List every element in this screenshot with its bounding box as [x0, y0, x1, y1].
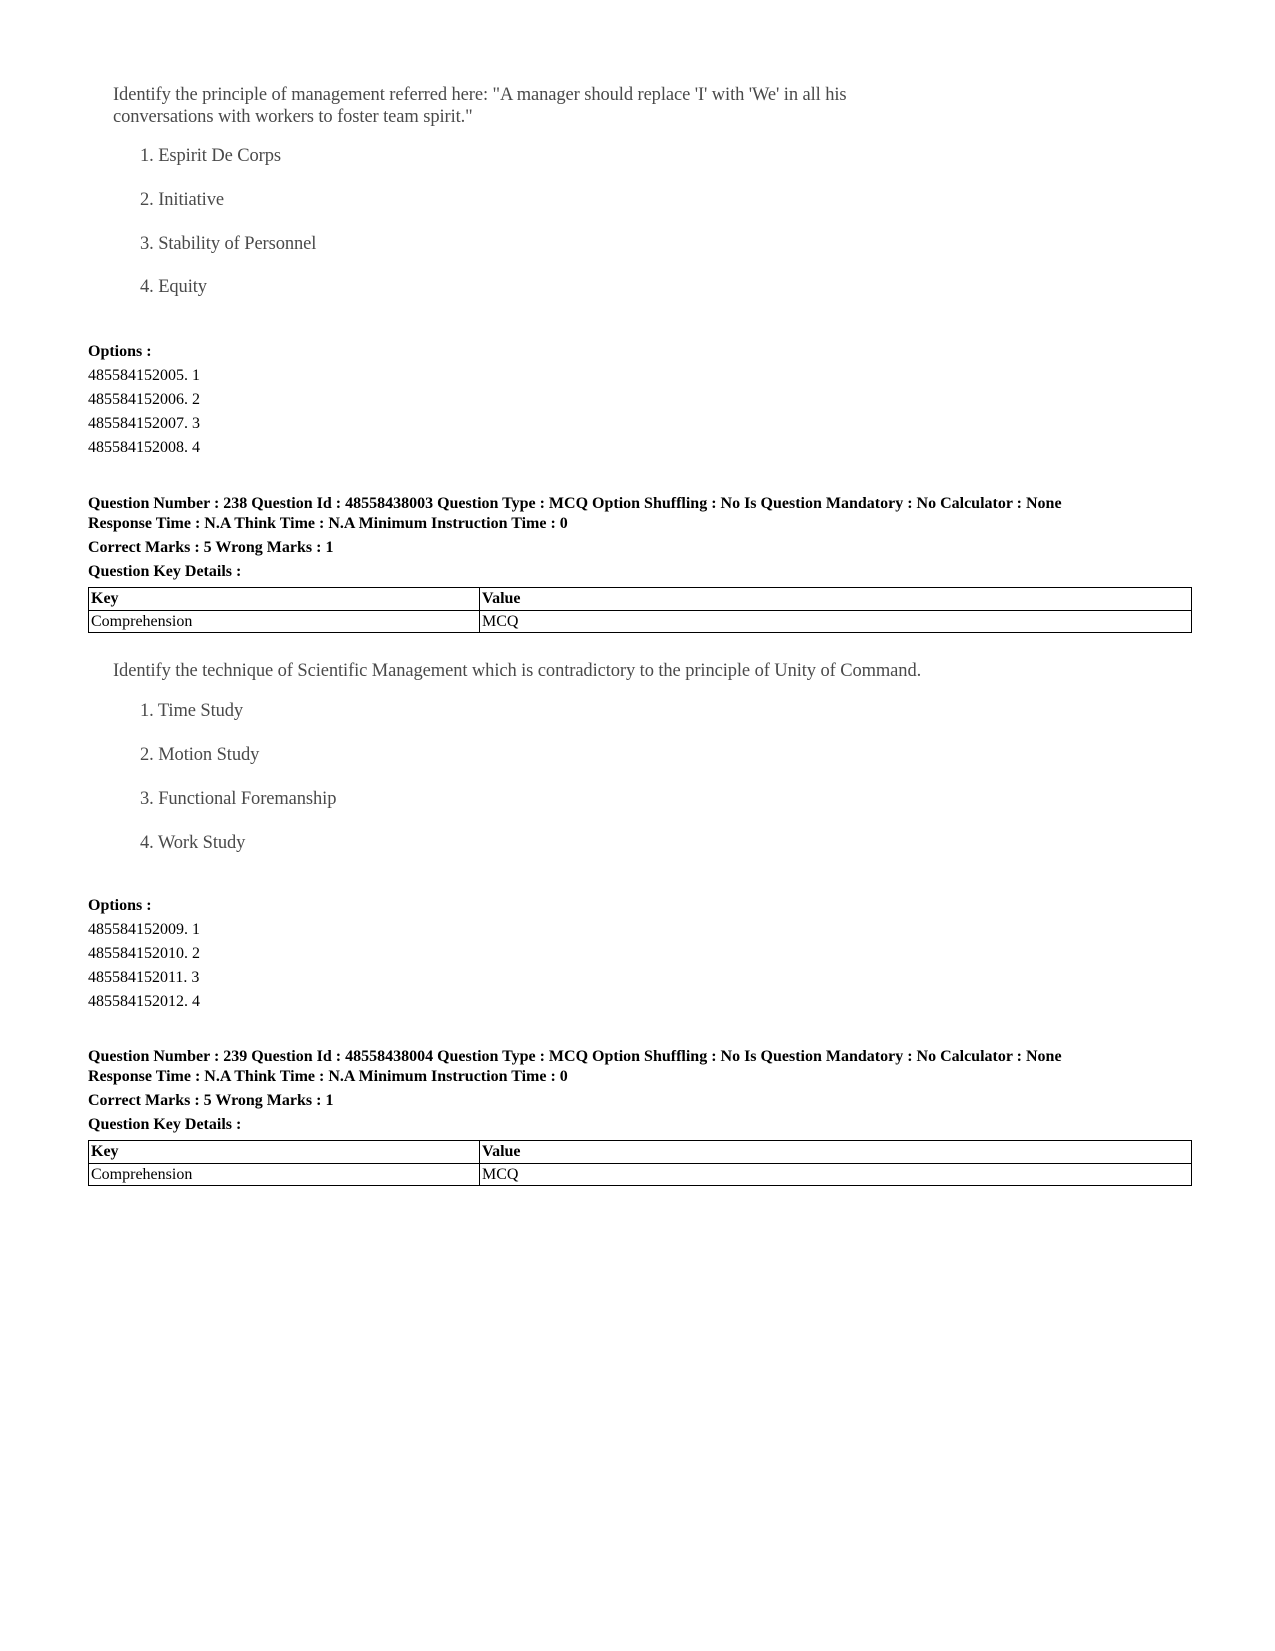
choice-item: 1. Time Study — [140, 701, 244, 721]
option-id: 485584152012. 4 — [88, 993, 200, 1010]
meta-line: Response Time : N.A Think Time : N.A Minimum Instruction Time : 0 — [88, 1068, 568, 1085]
option-id: 485584152009. 1 — [88, 921, 200, 938]
table-cell: Comprehension — [89, 611, 480, 633]
option-id: 485584152008. 4 — [88, 439, 200, 456]
meta-line: Response Time : N.A Think Time : N.A Minimum Instruction Time : 0 — [88, 515, 568, 532]
option-id: 485584152011. 3 — [88, 969, 200, 986]
question-key-table-239 — [88, 1140, 1192, 1186]
choice-item: 2. Motion Study — [140, 745, 260, 765]
table-row — [89, 611, 1192, 633]
marks-line: Correct Marks : 5 Wrong Marks : 1 — [88, 1092, 334, 1109]
table-header-key: Key — [89, 588, 480, 611]
option-id: 485584152007. 3 — [88, 415, 200, 432]
question-image-1 — [113, 84, 933, 297]
options-heading: Options : — [88, 897, 152, 914]
table-row — [89, 1164, 1192, 1186]
choice-item: 1. Espirit De Corps — [140, 146, 281, 166]
choice-item: 2. Initiative — [140, 190, 224, 210]
options-heading: Options : — [88, 343, 152, 360]
meta-line: Question Number : 238 Question Id : 48558438003 Question Type : MCQ Option Shuffling : No Is Question Mandatory : No Calculator : None — [88, 495, 1062, 512]
options-list-1 — [88, 340, 200, 460]
options-list-2 — [88, 894, 200, 1014]
option-id: 485584152006. 2 — [88, 391, 200, 408]
key-heading: Question Key Details : — [88, 1116, 242, 1133]
table-header-value: Value — [480, 588, 1192, 611]
question-key-table-238 — [88, 587, 1192, 633]
table-cell: Comprehension — [89, 1164, 480, 1186]
question-image-2 — [113, 660, 1113, 853]
question-meta-239 — [88, 1047, 1208, 1135]
meta-line: Question Number : 239 Question Id : 48558438004 Question Type : MCQ Option Shuffling : No Is Question Mandatory : No Calculator : None — [88, 1048, 1062, 1065]
table-header-value: Value — [480, 1141, 1192, 1164]
marks-line: Correct Marks : 5 Wrong Marks : 1 — [88, 539, 334, 556]
option-id: 485584152005. 1 — [88, 367, 200, 384]
key-heading: Question Key Details : — [88, 563, 242, 580]
choice-item: 3. Stability of Personnel — [140, 234, 317, 254]
table-cell: MCQ — [480, 611, 1192, 633]
choice-item: 4. Equity — [140, 277, 207, 297]
choice-item: 4. Work Study — [140, 833, 246, 853]
table-header-key: Key — [89, 1141, 480, 1164]
choice-item: 3. Functional Foremanship — [140, 789, 337, 809]
option-id: 485584152010. 2 — [88, 945, 200, 962]
question-meta-238 — [88, 494, 1208, 582]
question-stem: Identify the principle of management referred here: "A manager should replace 'I' with 'We' in all his conversations with workers to foster team spirit." — [113, 85, 847, 127]
question-stem: Identify the technique of Scientific Management which is contradictory to the principle of Unity of Command. — [113, 661, 922, 681]
table-cell: MCQ — [480, 1164, 1192, 1186]
